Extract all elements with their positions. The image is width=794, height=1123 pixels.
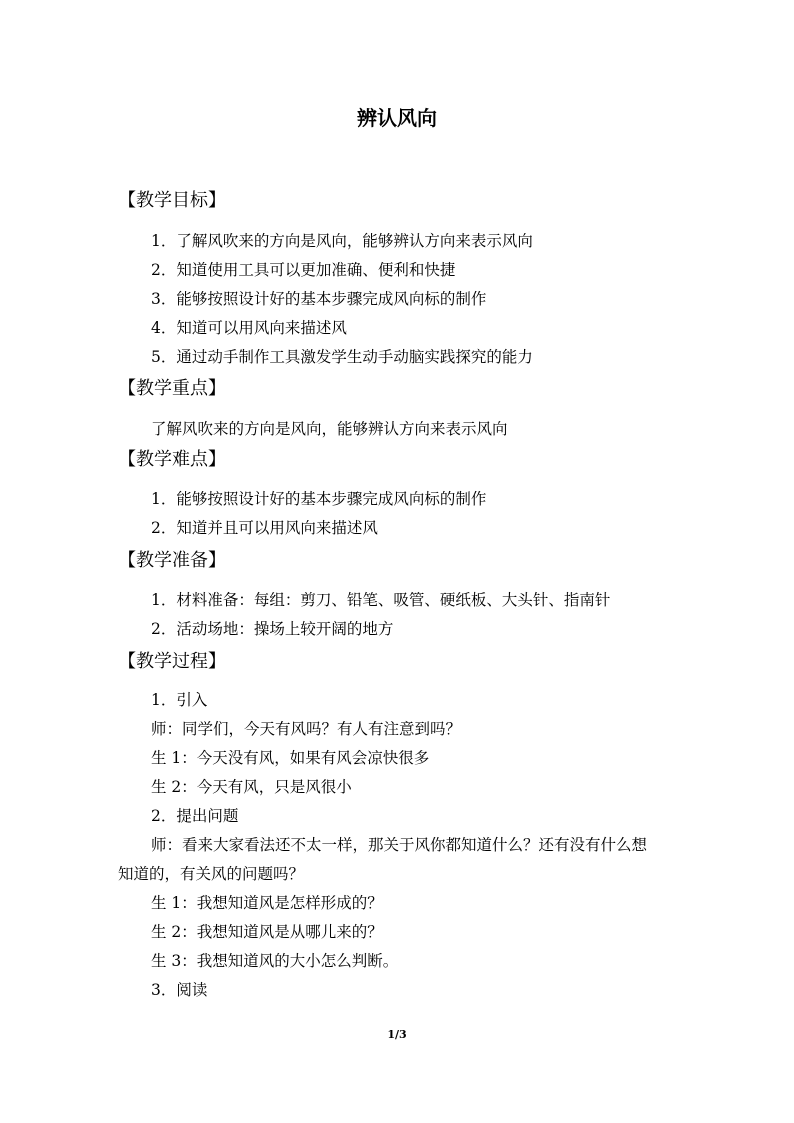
- process-item: 3．阅读: [151, 981, 208, 999]
- difficulty-item: 2．知道并且可以用风向来描述风: [151, 519, 378, 537]
- process-item: 生 2：我想知道风是从哪儿来的？: [151, 923, 383, 941]
- preparation-item: 2．活动场地：操场上较开阔的地方: [151, 620, 394, 638]
- section-heading-preparation: 【教学准备】: [118, 550, 226, 571]
- goal-item: 3．能够按照设计好的基本步骤完成风向标的制作: [151, 290, 487, 308]
- page-number: 1/3: [387, 1028, 407, 1041]
- process-item: 师：看来大家看法还不太一样，那关于风你都知道什么？还有没有什么想: [151, 836, 648, 854]
- process-item: 1．引入: [151, 691, 208, 709]
- process-item: 生 1：我想知道风是怎样形成的？: [151, 894, 383, 912]
- process-item: 生 1：今天没有风，如果有风会凉快很多: [151, 749, 430, 767]
- preparation-item: 1．材料准备：每组：剪刀、铅笔、吸管、硬纸板、大头针、指南针: [151, 591, 611, 609]
- keypoint-item: 了解风吹来的方向是风向，能够辨认方向来表示风向: [151, 420, 508, 438]
- section-heading-keypoints: 【教学重点】: [118, 378, 226, 399]
- goal-item: 4．知道可以用风向来描述风: [151, 319, 347, 337]
- process-item: 师：同学们，今天有风吗？有人有注意到吗？: [151, 720, 462, 738]
- page-title: 辨认风向: [357, 106, 437, 130]
- difficulty-item: 1．能够按照设计好的基本步骤完成风向标的制作: [151, 490, 487, 508]
- process-item: 2．提出问题: [151, 807, 239, 825]
- goal-item: 2．知道使用工具可以更加准确、便利和快捷: [151, 261, 456, 279]
- process-item: 生 2：今天有风，只是风很小: [151, 778, 352, 796]
- goal-item: 1．了解风吹来的方向是风向，能够辨认方向来表示风向: [151, 232, 533, 250]
- process-item-continued: 知道的，有关风的问题吗？: [118, 865, 305, 883]
- section-heading-difficulties: 【教学难点】: [118, 449, 226, 470]
- section-heading-process: 【教学过程】: [118, 651, 226, 672]
- process-item: 生 3：我想知道风的大小怎么判断。: [151, 952, 399, 970]
- section-heading-goals: 【教学目标】: [118, 190, 226, 211]
- goal-item: 5．通过动手制作工具激发学生动手动脑实践探究的能力: [151, 348, 533, 366]
